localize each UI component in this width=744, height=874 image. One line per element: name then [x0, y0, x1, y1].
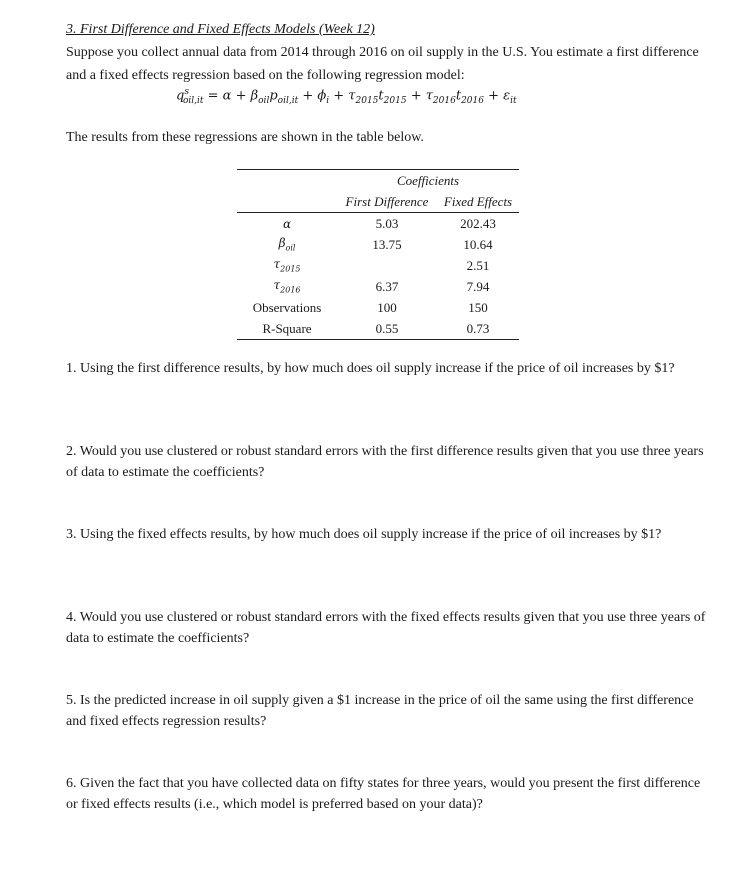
table-row — [237, 318, 519, 340]
cell-fixed-effects: 2.51 — [466, 257, 490, 273]
table-row — [237, 213, 519, 235]
cell-fixed-effects: 10.64 — [463, 236, 493, 252]
cell-fixed-effects: 0.73 — [437, 318, 519, 340]
cell-first-difference: 13.75 — [372, 236, 402, 252]
cell-fixed-effects: 202.43 — [460, 215, 496, 231]
row-label: R-Square — [237, 318, 337, 340]
column-header-first-difference: First Difference — [337, 191, 437, 213]
cell-first-difference: 5.03 — [375, 215, 399, 231]
question-6: 6. Given the fact that you have collected data on fifty states for three years, would you present the first difference or fixed effects results (i.e., which model is preferred based on your data)? — [66, 776, 701, 812]
cell-first-difference: 0.55 — [337, 318, 437, 340]
question-4: 4. Would you use clustered or robust standard errors with the fixed effects results given that you use three years of data to estimate the coefficients? — [66, 610, 706, 646]
cell-first-difference: 100 — [377, 299, 397, 315]
table-row — [237, 297, 519, 318]
cell-fixed-effects: 150 — [468, 299, 488, 315]
row-label: $\tau_{2016}$ — [273, 278, 301, 295]
question-5: 5. Is the predicted increase in oil supply given a $1 increase in the price of oil the same using the first difference and fixed effects regression results? — [66, 693, 694, 729]
coefficients-table — [237, 169, 519, 340]
question-1: 1. Using the first difference results, by how much does oil supply increase if the price of oil increases by $1? — [66, 361, 675, 376]
table-header-coefficients: Coefficients — [337, 170, 519, 192]
cell-first-difference: 6.37 — [375, 278, 399, 294]
question-2: 2. Would you use clustered or robust standard errors with the first difference results given that you use three years of data to estimate the coefficients? — [66, 444, 704, 480]
row-label: α — [282, 216, 292, 231]
table-row — [237, 276, 519, 297]
cell-fixed-effects: 7.94 — [466, 278, 490, 294]
row-label: Observations — [252, 299, 322, 315]
regression-equation: $q^s_{oil,it} = \alpha + \beta_{oil}p_{oil,it} + \phi_i + \tau_{2015}t_{2015} + \tau_{2016}t_{2016} + \varepsilon_{it}$ — [176, 87, 517, 106]
row-label: $\beta_{oil}$ — [278, 236, 296, 253]
column-header-fixed-effects: Fixed Effects — [437, 191, 519, 213]
results-sentence: The results from these regressions are shown in the table below. — [66, 130, 424, 145]
intro-paragraph: Suppose you collect annual data from 2014 through 2016 on oil supply in the U.S. You estimate a first difference and a fixed effects regression based on the following regression model: — [66, 45, 699, 83]
table-row — [237, 255, 519, 276]
row-label: $\tau_{2015}$ — [273, 257, 301, 274]
cell-first-difference — [337, 255, 437, 276]
section-title: 3. First Difference and Fixed Effects Models (Week 12) — [66, 22, 375, 37]
question-3: 3. Using the fixed effects results, by how much does oil supply increase if the price of oil increases by $1? — [66, 527, 662, 542]
table-row — [237, 234, 519, 255]
